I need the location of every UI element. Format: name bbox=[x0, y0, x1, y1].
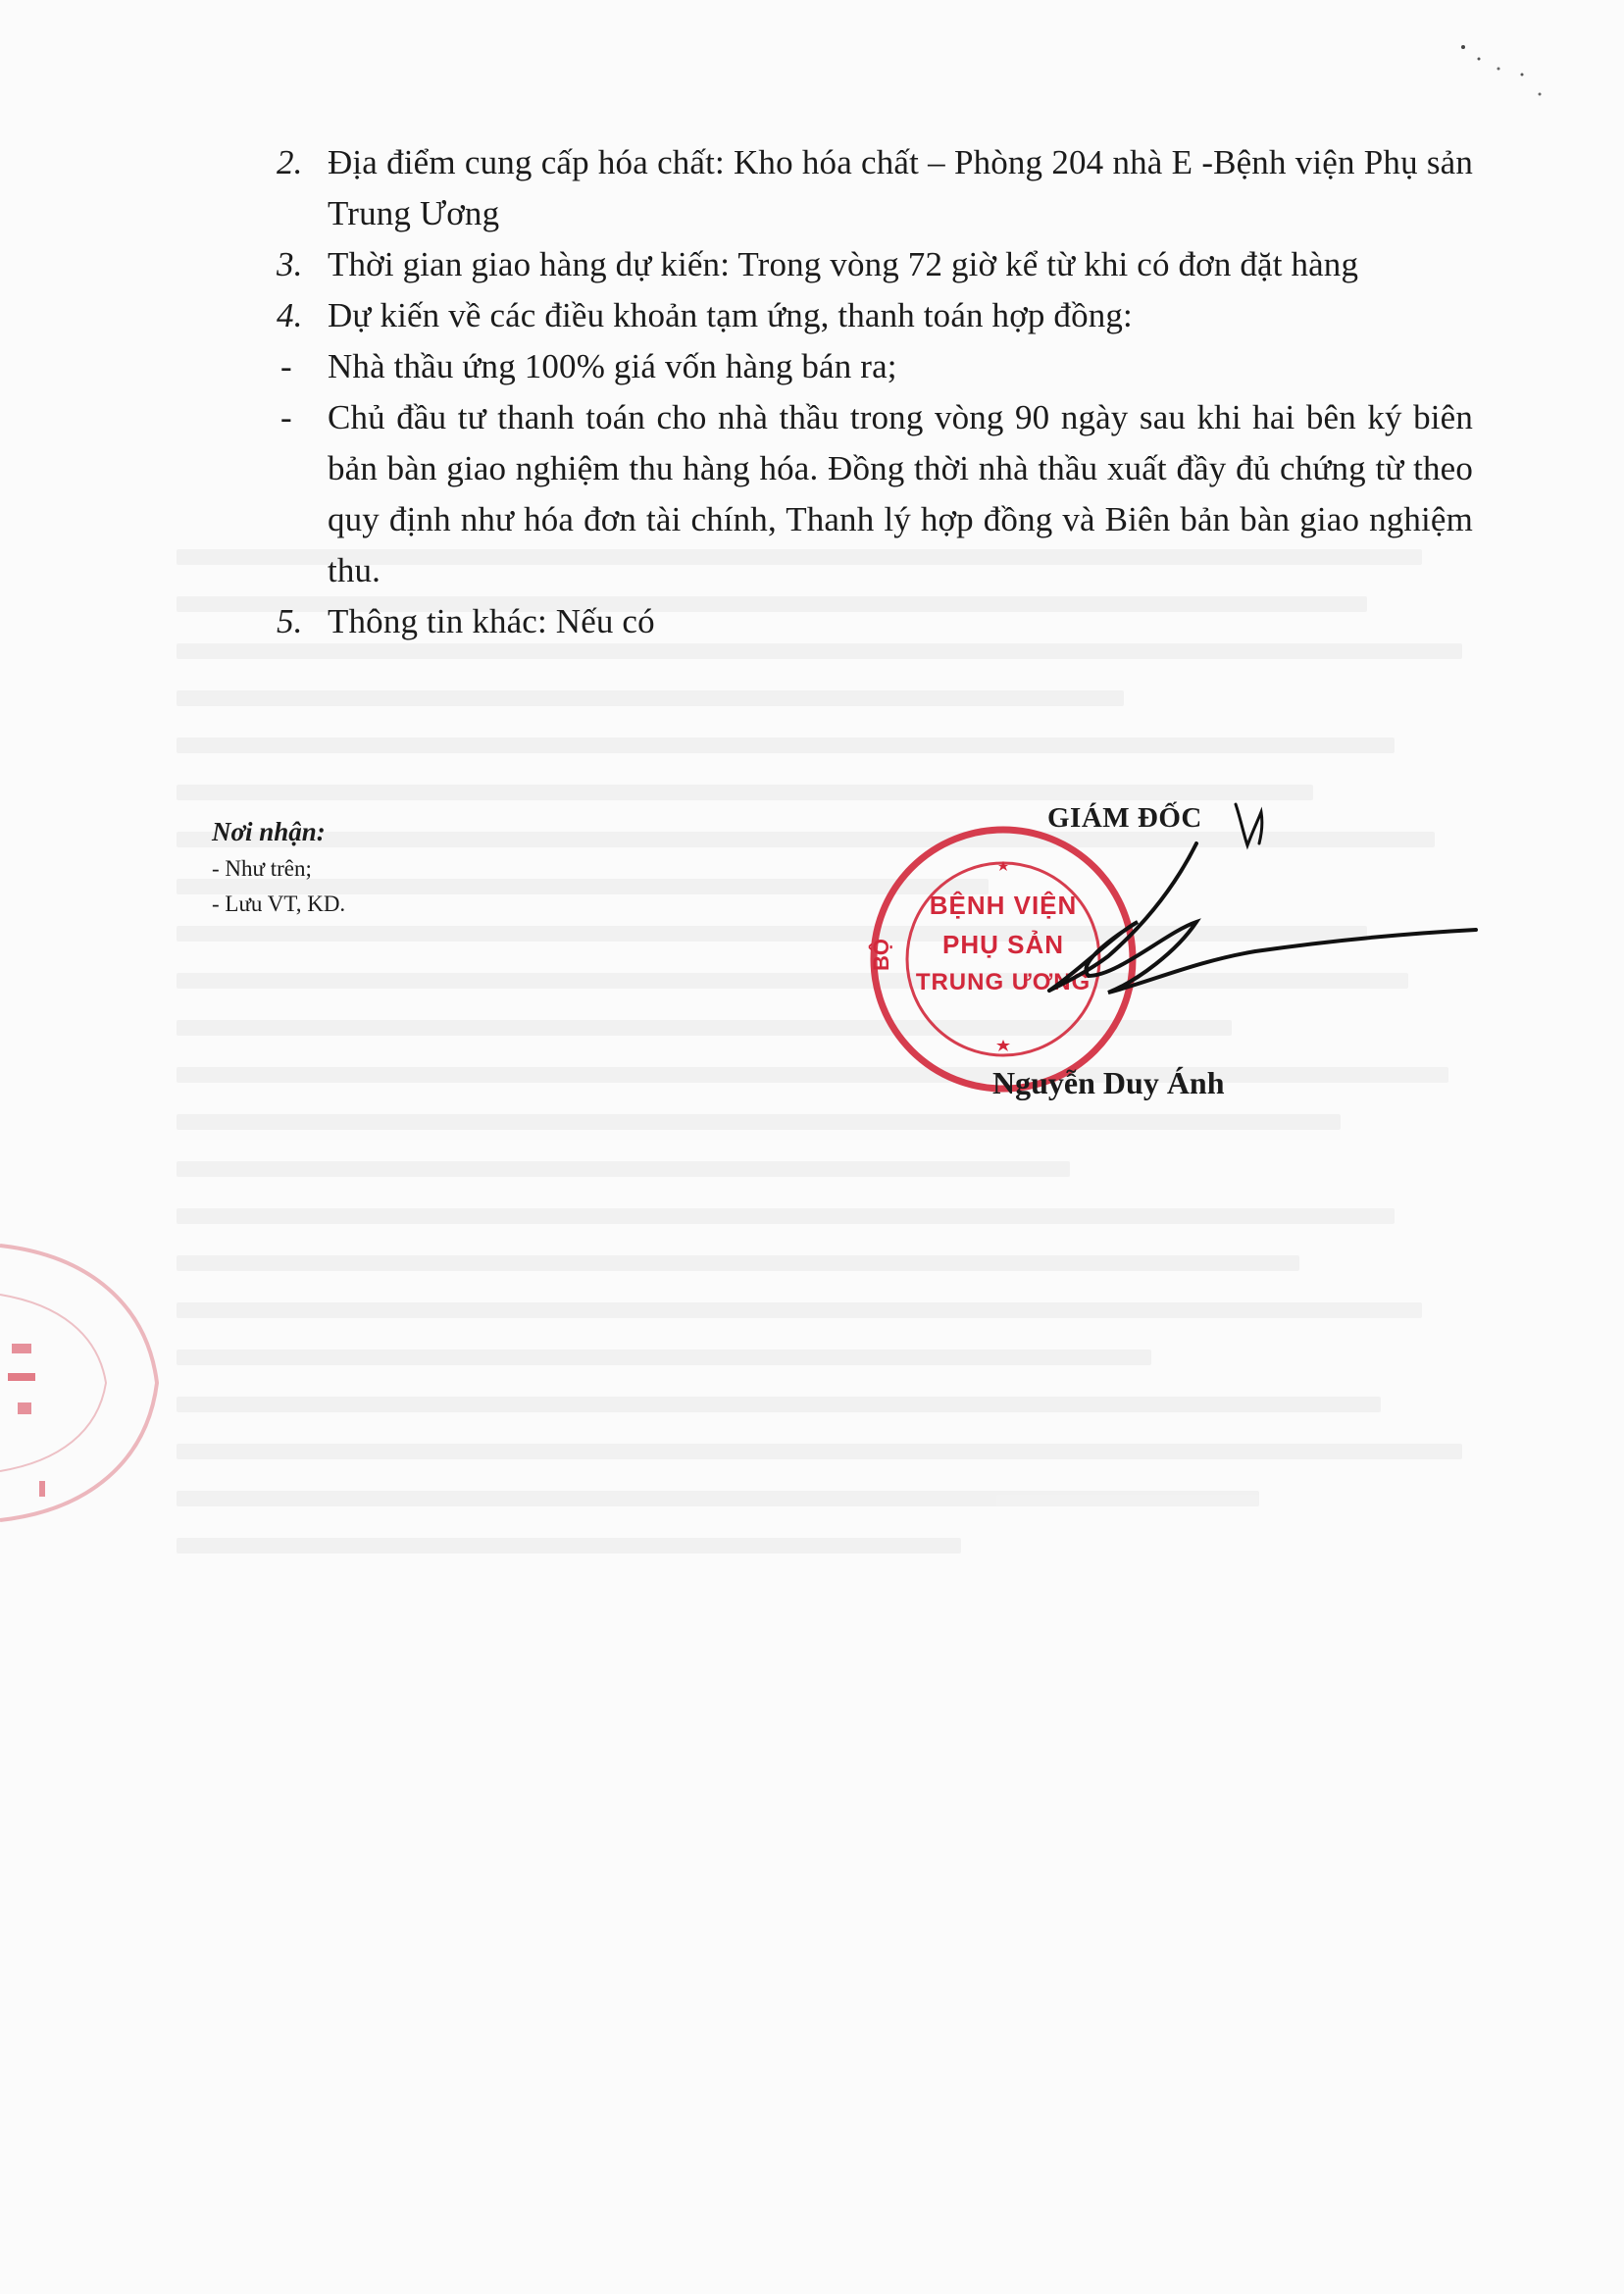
list-item-text: Chủ đầu tư thanh toán cho nhà thầu trong vòng 90 ngày sau khi hai bên ký biên bản bàn giao nghiệm thu hàng hóa. Đồng thời nhà thầu xuất đầy đủ chứng từ theo quy định như hóa đơn tài chính, Thanh lý hợp đồng và Biên bản bàn giao nghiệm thu. bbox=[328, 398, 1473, 589]
stamp-line-3: TRUNG ƯƠNG bbox=[915, 969, 1091, 995]
recipient-line: - Như trên; bbox=[212, 856, 312, 881]
recipients-title: Nơi nhận: bbox=[212, 817, 326, 846]
list-item-advance bbox=[277, 341, 1473, 392]
list-marker: - bbox=[280, 398, 292, 436]
list-item-text: Dự kiến về các điều khoản tạm ứng, thanh toán hợp đồng: bbox=[328, 296, 1133, 334]
signer-title: GIÁM ĐỐC bbox=[1047, 802, 1202, 834]
list-item-payment bbox=[277, 392, 1473, 596]
list-item-text: Thông tin khác: Nếu có bbox=[328, 602, 655, 640]
handwritten-signature bbox=[1030, 765, 1481, 1040]
list-item-location bbox=[277, 137, 1473, 239]
stamp-line-1: BỆNH VIỆN bbox=[929, 891, 1078, 920]
list-marker: - bbox=[280, 347, 292, 385]
document-body bbox=[277, 137, 1473, 647]
list-item-delivery-time bbox=[277, 239, 1473, 290]
signer-name: Nguyễn Duy Ánh bbox=[992, 1065, 1225, 1100]
list-item-payment-terms bbox=[277, 290, 1473, 341]
stamp-side-text: BỘ bbox=[869, 939, 893, 971]
list-item-text: Nhà thầu ứng 100% giá vốn hàng bán ra; bbox=[328, 347, 897, 385]
recipients-block bbox=[212, 812, 345, 922]
stamp-line-2: PHỤ SẢN bbox=[941, 930, 1064, 959]
list-marker: 2. bbox=[277, 143, 303, 181]
list-item-text: Địa điểm cung cấp hóa chất: Kho hóa chất – Phòng 204 nhà E -Bệnh viện Phụ sản Trung Ương bbox=[328, 143, 1473, 232]
list-item-text: Thời gian giao hàng dự kiến: Trong vòng 72 giờ kể từ khi có đơn đặt hàng bbox=[328, 245, 1359, 283]
list-item-other-info bbox=[277, 596, 1473, 647]
stamp-bleed-edge bbox=[0, 1226, 177, 1540]
list-marker: 4. bbox=[277, 296, 303, 334]
recipient-line: - Lưu VT, KD. bbox=[212, 892, 346, 916]
list-marker: 5. bbox=[277, 602, 303, 640]
list-marker: 3. bbox=[277, 245, 303, 283]
scan-specks bbox=[1442, 29, 1559, 108]
